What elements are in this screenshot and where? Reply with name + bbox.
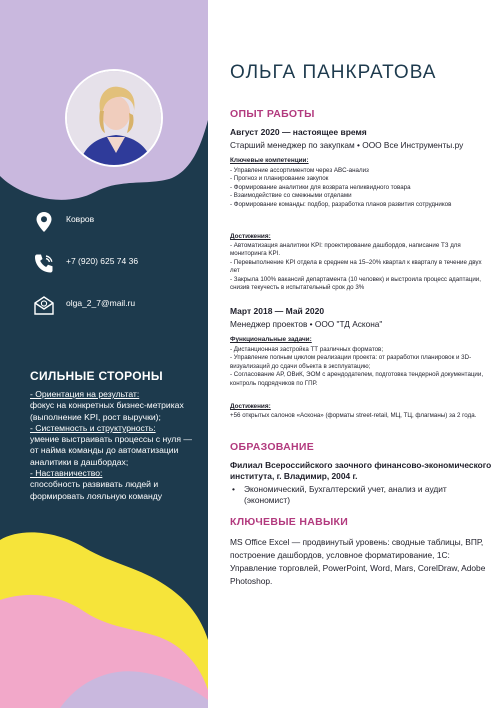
list-item: - Перевыполнение KPI отдела в среднем на 15–20% квартал к кварталу в течение двух лет — [230, 258, 482, 275]
education-item — [230, 484, 492, 506]
job2-achievements-title: Достижения: — [230, 403, 271, 410]
person-name: ОЛЬГА ПАНКРАТОВА — [230, 62, 437, 83]
job2-tasks-title: Функциональные задачи: — [230, 336, 312, 343]
city-text: Ковров — [66, 214, 95, 224]
contact-city — [0, 208, 208, 238]
phone-icon — [32, 252, 56, 276]
job1-period: Август 2020 — настоящее время — [230, 127, 367, 137]
strength-heading: - Наставничество: — [30, 468, 103, 479]
strength-text: умение выстраивать процессы с нуля — от найма команды до автоматизации аналитики в дашбордах; — [30, 434, 192, 467]
list-item: - Закрыла 100% вакансий департамента (10 человек) и выстроила процесс адаптации, снизив текучесть в испытательный срок до 3% — [230, 275, 481, 292]
list-item: - Дистанционная застройка ТТ различных форматов; — [230, 346, 384, 353]
job2-tasks — [230, 346, 492, 388]
job1-competencies — [230, 167, 492, 209]
strength-text: фокус на конкретных бизнес-метриках (выполнение KPI, рост выручки); — [30, 400, 184, 422]
list-item: - Автоматизация аналитики KPI: проектирование дашбордов, написание ТЗ для мониторинга KPI. — [230, 242, 461, 258]
bullet: • — [232, 484, 235, 494]
strength-heading: - Ориентация на результат: — [30, 389, 140, 399]
skills-title: КЛЮЧЕВЫЕ НАВЫКИ — [230, 516, 349, 528]
strength-heading: - Системность и структурность: — [30, 422, 156, 433]
contact-email — [0, 292, 208, 322]
job1-achievements — [230, 242, 492, 292]
list-item: - Прогноз и планирование закупок — [230, 175, 329, 183]
job1-competencies-title: Ключевые компетенции: — [230, 157, 309, 164]
list-item: - Согласование АР, ОВиК, ЭОМ с арендодателем, подготовка тендерной документации, контроль подрядчиков по ГПР. — [230, 371, 484, 387]
education-institution: Филиал Всероссийского заочного финансово-экономического института, г. Владимир, 2004 г. — [230, 460, 492, 481]
experience-title: ОПЫТ РАБОТЫ — [230, 108, 315, 120]
strengths-list — [30, 389, 200, 502]
education-title: ОБРАЗОВАНИЕ — [230, 441, 315, 453]
job2-achievements — [230, 412, 492, 420]
job2-position: Менеджер проектов • ООО "ТД Аскона" — [230, 319, 383, 329]
strength-item — [30, 468, 200, 502]
phone-text[interactable]: +7 (920) 625 74 36 — [66, 256, 139, 266]
job1-achievements-title: Достижения: — [230, 233, 271, 240]
email-icon — [32, 294, 56, 318]
job1-position: Старший менеджер по закупкам • ООО Все Инструменты.ру — [230, 140, 464, 150]
strength-item — [30, 423, 200, 468]
profile-photo — [65, 69, 163, 167]
job2-period: Март 2018 — Май 2020 — [230, 306, 325, 316]
strength-text: способность развивать людей и формировать лояльную команду — [30, 479, 163, 501]
list-item: - Управление полным циклом реализации проекта: от разработки планировок и 3D-визуализаций до сдачи объекта в эксплуатацию; — [230, 354, 472, 370]
list-item: - Взаимодействие со смежными отделами — [230, 192, 352, 200]
sidebar — [0, 0, 208, 708]
list-item: - Управление ассортиментом через ABC-анализ — [230, 167, 369, 174]
skills-text: MS Office Excel — продвинутый уровень: сводные таблицы, ВПР, построение дашбордов, условное форматирование, 1С: Управление торговлей, PowerPoint, Word, Mars, CorelDraw, Adobe Photoshop. — [230, 537, 486, 586]
strength-item — [30, 389, 200, 423]
contact-phone — [0, 250, 208, 280]
email-text[interactable]: olga_2_7@mail.ru — [66, 298, 136, 308]
location-pin-icon — [32, 210, 56, 234]
strengths-title: СИЛЬНЫЕ СТОРОНЫ — [30, 369, 163, 383]
list-item: - Формирование команды: подбор, разработка планов развития сотрудников — [230, 200, 452, 208]
list-item: +56 открытых салонов «Аскона» (форматы street-retail, МЦ, ТЦ, флагманы) за 2 года. — [230, 412, 477, 419]
education-specialty: Экономический, Бухгалтерский учет, анализ и аудит (экономист) — [244, 484, 447, 505]
list-item: - Формирование аналитики для возврата неликвидного товара — [230, 183, 411, 191]
